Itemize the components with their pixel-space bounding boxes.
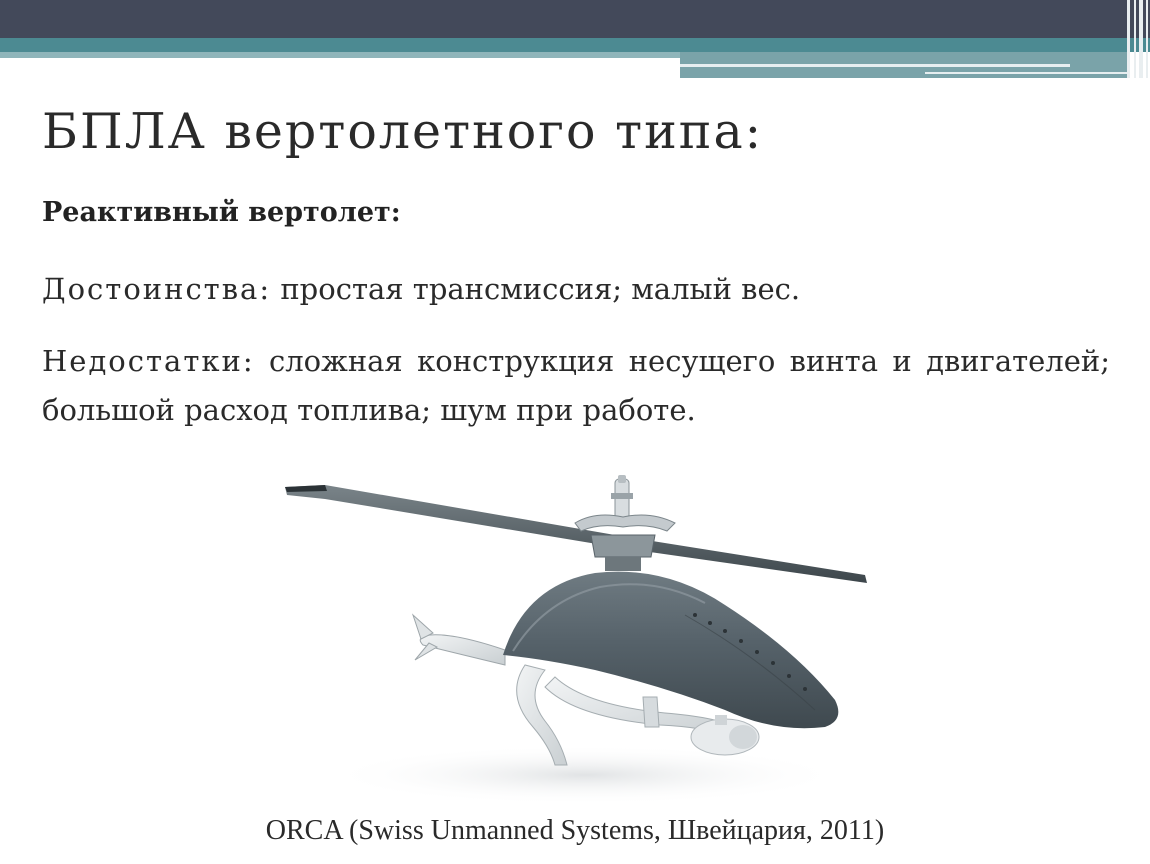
disadvantages-text: сложная конструкция несущего винта и двигателей; большой расход топлива; шум при работе.: [42, 344, 1110, 427]
slide-title: БПЛА вертолетного типа:: [42, 103, 764, 160]
advantages-paragraph: [42, 272, 800, 306]
disadvantages-label: Недостатки:: [42, 344, 255, 378]
header-bar-dark: [0, 0, 1150, 38]
header-accent-line-short: [925, 72, 1130, 74]
header-bar-light: [0, 52, 680, 58]
header-accent-line: [680, 64, 1070, 67]
disadvantages-paragraph: [42, 337, 1110, 435]
helicopter-uav-illustration: [255, 465, 895, 805]
slide-subtitle: Реактивный вертолет:: [42, 197, 401, 228]
advantages-text: простая трансмиссия; малый вес.: [280, 272, 801, 306]
header-bar-teal: [0, 38, 1150, 52]
image-caption: [0, 815, 1150, 847]
advantages-label: Достоинства:: [42, 272, 272, 306]
image-caption-text: ORCA (Swiss Unmanned Systems, Швейцария, 2011): [265, 815, 885, 846]
corner-stripes: [1127, 0, 1150, 78]
